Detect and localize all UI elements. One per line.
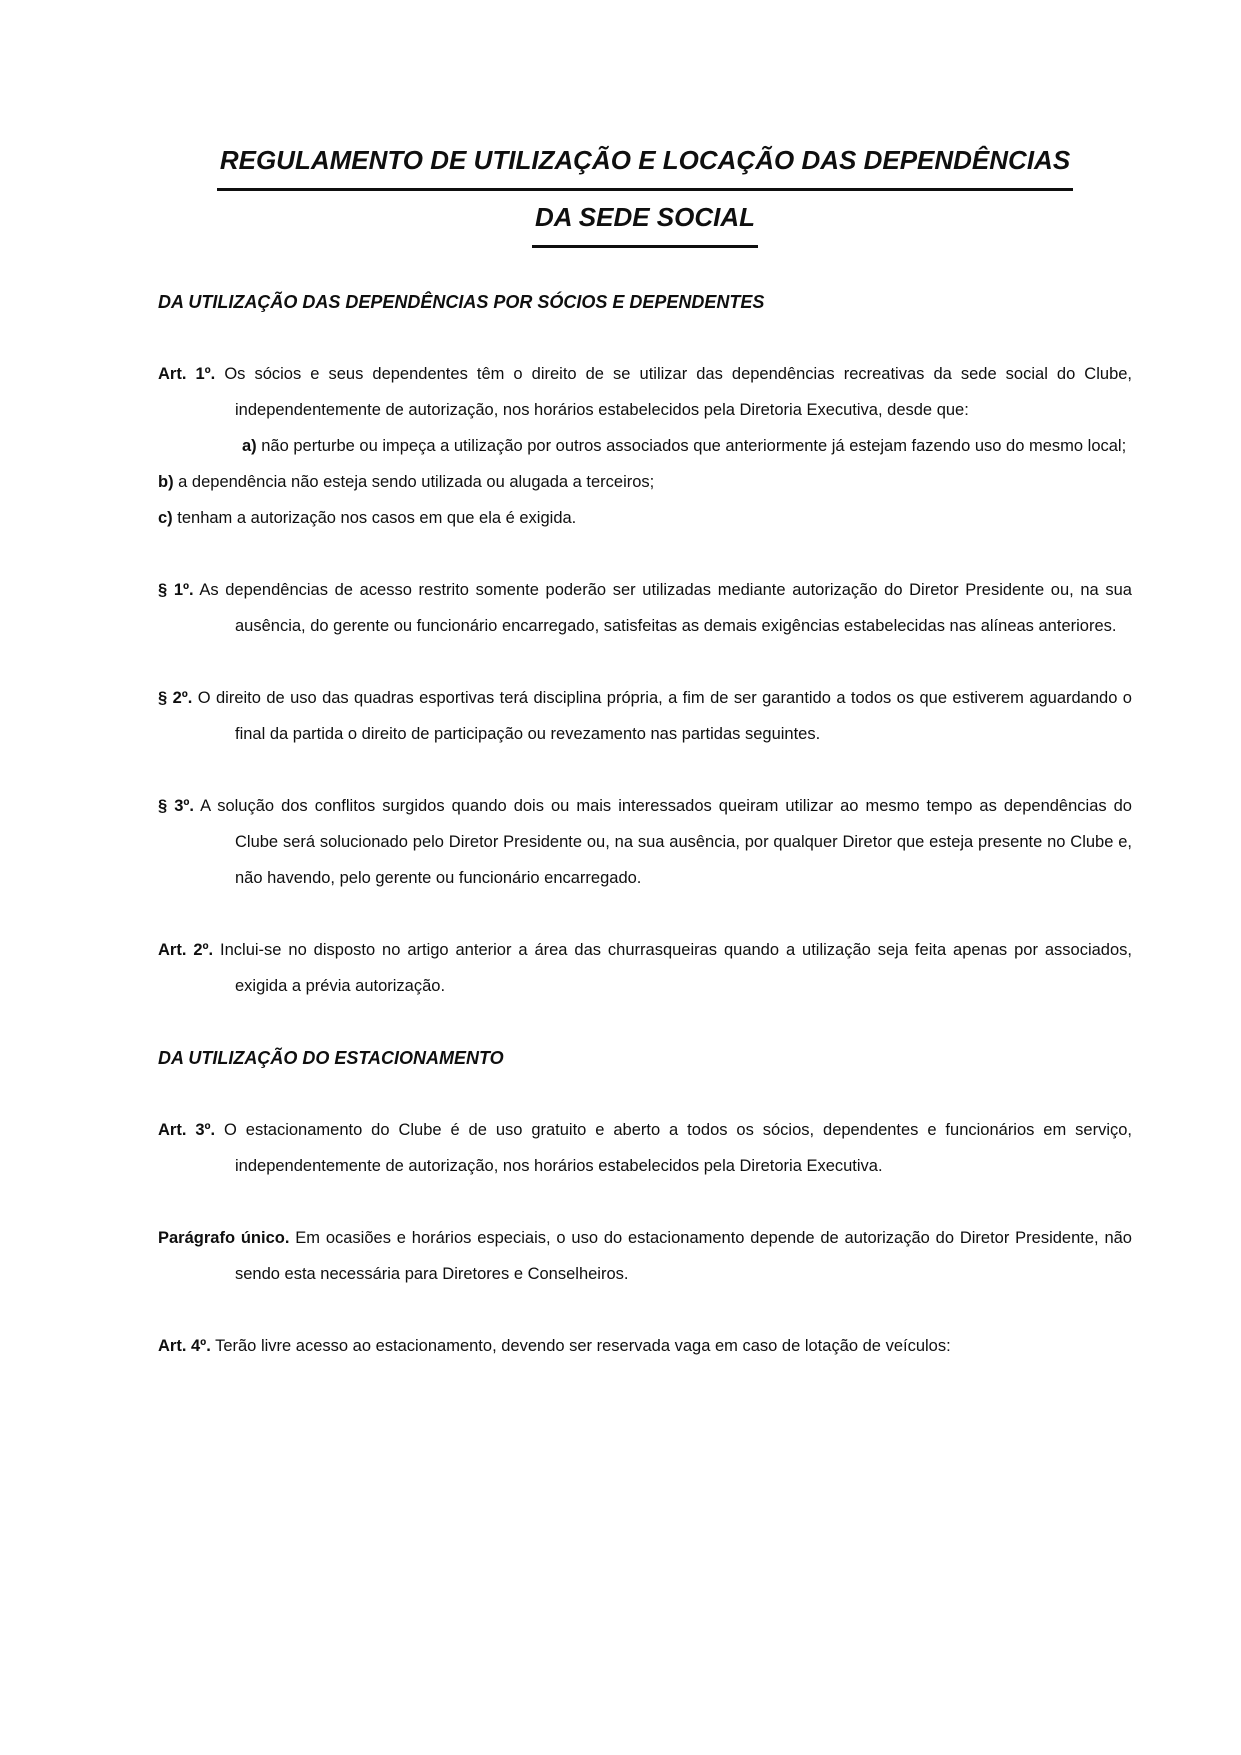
list-item-b: [158, 464, 1132, 500]
paragraph-par-1: [158, 572, 1132, 644]
art-2-label: Art. 2º.: [158, 941, 214, 959]
par-1-text: As dependências de acesso restrito somente poderão ser utilizadas mediante autorização do Diretor Presidente ou, na sua ausência, do gerente ou funcionário encarregado, satisfeitas as demais exigências estabelecidas nas alíneas anteriores.: [193, 581, 1132, 635]
title-line-2-text: DA SEDE SOCIAL: [532, 191, 758, 248]
art-1-label: Art. 1º.: [158, 365, 216, 383]
paragraph-art-1: [158, 356, 1132, 428]
par-2-label: § 2º.: [158, 689, 193, 707]
paragrafo-unico-label: Parágrafo único.: [158, 1229, 290, 1247]
art-1-text: Os sócios e seus dependentes têm o direito de se utilizar das dependências recreativas da sede social do Clube, independentemente de autorização, nos horários estabelecidos pela Diretoria Executiva, desde que:: [215, 365, 1133, 419]
list-item-a: [158, 428, 1132, 464]
section-heading-utilizacao-dependencias: DA UTILIZAÇÃO DAS DEPENDÊNCIAS POR SÓCIOS E DEPENDENTES: [158, 292, 765, 312]
title-line-2: [158, 191, 1132, 248]
item-a-text: não perturbe ou impeça a utilização por outros associados que anteriormente já estejam fazendo uso do mesmo local;: [256, 437, 1127, 455]
paragraph-par-3: [158, 788, 1132, 896]
title-line-1: [158, 134, 1132, 191]
par-1-label: § 1º.: [158, 581, 194, 599]
par-3-text: A solução dos conflitos surgidos quando dois ou mais interessados queiram utilizar ao mesmo tempo as dependências do Clube será solucionado pelo Diretor Presidente ou, na sua ausência, por qualquer Diretor que esteja presente no Clube e, não havendo, pelo gerente ou funcionário encarregado.: [193, 797, 1132, 887]
par-2-text: O direito de uso das quadras esportivas terá disciplina própria, a fim de ser garantido a todos os que estiverem aguardando o final da partida o direito de participação ou revezamento nas partidas seguintes.: [192, 689, 1132, 743]
paragraph-art-4: [158, 1328, 1132, 1364]
art-3-text: O estacionamento do Clube é de uso gratuito e aberto a todos os sócios, dependentes e funcionários em serviço, independentemente de autorização, nos horários estabelecidos pela Diretoria Executiva.: [215, 1121, 1132, 1175]
art-4-text: Terão livre acesso ao estacionamento, devendo ser reservada vaga em caso de lotação de veículos:: [210, 1337, 951, 1355]
art-2-text: Inclui-se no disposto no artigo anterior a área das churrasqueiras quando a utilização seja feita apenas por associados, exigida a prévia autorização.: [213, 941, 1132, 995]
item-c-text: tenham a autorização nos casos em que ela é exigida.: [172, 509, 577, 527]
item-c-label: c): [158, 509, 173, 527]
paragrafo-unico-text: Em ocasiões e horários especiais, o uso do estacionamento depende de autorização do Diretor Presidente, não sendo esta necessária para Diretores e Conselheiros.: [235, 1229, 1132, 1283]
section-heading-utilizacao-estacionamento: DA UTILIZAÇÃO DO ESTACIONAMENTO: [158, 1048, 504, 1068]
paragraph-art-3: [158, 1112, 1132, 1184]
art-3-label: Art. 3º.: [158, 1121, 216, 1139]
item-a-label: a): [242, 437, 257, 455]
par-3-label: § 3º.: [158, 797, 194, 815]
list-item-c: [158, 500, 1132, 536]
document-title: [158, 134, 1132, 248]
paragraph-art-2: [158, 932, 1132, 1004]
item-b-text: a dependência não esteja sendo utilizada ou alugada a terceiros;: [173, 473, 655, 491]
paragraph-paragrafo-unico: [158, 1220, 1132, 1292]
art-4-label: Art. 4º.: [158, 1337, 211, 1355]
title-line-1-text: REGULAMENTO DE UTILIZAÇÃO E LOCAÇÃO DAS DEPENDÊNCIAS: [217, 134, 1073, 191]
paragraph-par-2: [158, 680, 1132, 752]
item-b-label: b): [158, 473, 174, 491]
